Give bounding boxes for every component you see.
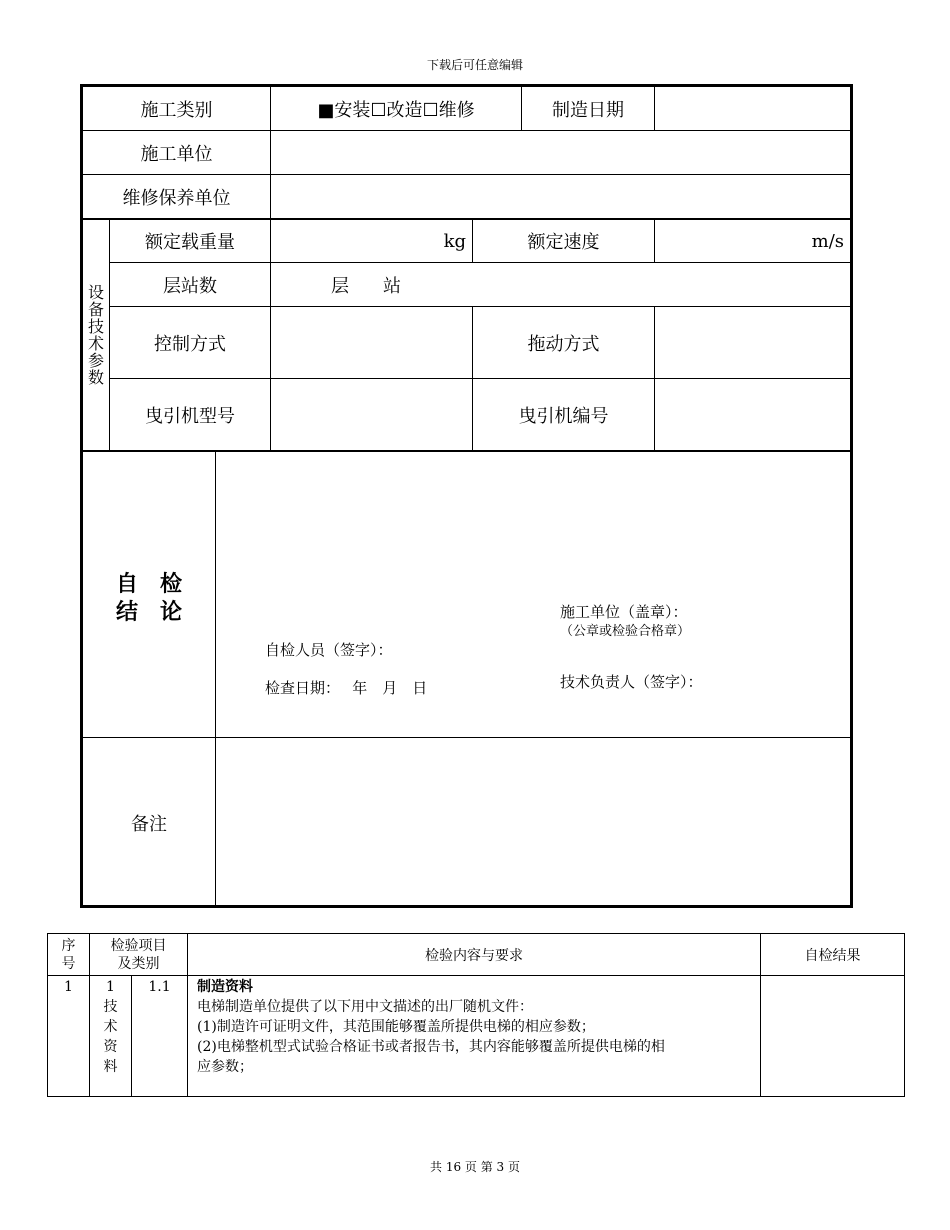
floors-unit-station: 站 — [383, 275, 401, 297]
drive-method-field[interactable] — [655, 307, 850, 378]
traction-model-label: 曳引机型号 — [145, 405, 235, 427]
floors-label: 层站数 — [163, 275, 217, 297]
manufacture-date-label: 制造日期 — [552, 99, 624, 121]
check-date-label: 检查日期： 年 月 日 — [265, 679, 428, 697]
rated-load-field[interactable] — [271, 220, 472, 262]
table-row-category: 1 技 术 资 料 — [103, 979, 118, 1075]
floors-unit-floor: 层 — [331, 275, 349, 297]
rated-load-label: 额定载重量 — [145, 232, 235, 253]
maintenance-unit-field[interactable] — [271, 175, 850, 218]
control-method-label: 控制方式 — [154, 333, 226, 355]
table-row-result[interactable] — [761, 976, 904, 1096]
table-row-sub-no: 1.1 — [148, 979, 171, 995]
inspection-form — [80, 84, 853, 908]
construction-unit-field[interactable] — [271, 131, 850, 174]
page-footer: 共 16 页 第 3 页 — [430, 1160, 520, 1174]
floors-field[interactable] — [271, 263, 850, 306]
item-line: (1)制造许可证明文件，其范围能够覆盖所提供电梯的相应参数； — [197, 1019, 595, 1035]
construction-type-label: 施工类别 — [140, 99, 213, 121]
construction-type-checkboxes[interactable]: ■安装☐改造☐维修 — [317, 99, 475, 121]
inspection-items-table — [47, 933, 905, 1097]
traction-number-label: 曳引机编号 — [518, 405, 609, 427]
tech-params-group-label: 设 备 技 术 参 数 — [87, 283, 104, 387]
item-title: 制造资料 — [197, 979, 253, 995]
rated-speed-label: 额定速度 — [527, 232, 600, 253]
traction-number-field[interactable] — [655, 379, 850, 450]
conclusion-area[interactable] — [216, 451, 850, 737]
unit-seal-label: 施工单位（盖章）： — [560, 603, 688, 621]
rated-speed-unit: m/s — [811, 230, 844, 252]
header-content: 检验内容与要求 — [425, 947, 523, 964]
conclusion-title: 自 检 结 论 — [115, 571, 182, 625]
remarks-label: 备注 — [131, 814, 167, 835]
item-line: (2)电梯整机型式试验合格证书或者报告书，其内容能够覆盖所提供电梯的相 — [197, 1039, 665, 1055]
header-note: 下载后可任意编辑 — [426, 58, 523, 72]
rated-speed-field[interactable] — [655, 220, 850, 262]
manufacture-date-field[interactable] — [655, 87, 850, 130]
remarks-field[interactable] — [216, 738, 850, 908]
rated-load-unit: kg — [443, 230, 466, 252]
table-row-seq: 1 — [64, 979, 73, 995]
item-line: 电梯制造单位提供了以下用中文描述的出厂随机文件： — [197, 999, 533, 1015]
tech-lead-signature-label: 技术负责人（签字）： — [560, 673, 703, 691]
seal-note: （公章或检验合格章） — [560, 624, 691, 639]
drive-method-label: 拖动方式 — [527, 333, 600, 355]
header-item: 检验项目 及类别 — [110, 937, 167, 972]
control-method-field[interactable] — [271, 307, 472, 378]
traction-model-field[interactable] — [271, 379, 472, 450]
maintenance-unit-label: 维修保养单位 — [122, 187, 231, 209]
construction-unit-label: 施工单位 — [140, 143, 213, 165]
table-row-content — [197, 977, 757, 1077]
item-line: 应参数； — [197, 1059, 253, 1075]
inspector-signature-label: 自检人员（签字）： — [265, 641, 393, 659]
header-result: 自检结果 — [804, 947, 861, 964]
header-seq: 序 号 — [61, 937, 76, 972]
